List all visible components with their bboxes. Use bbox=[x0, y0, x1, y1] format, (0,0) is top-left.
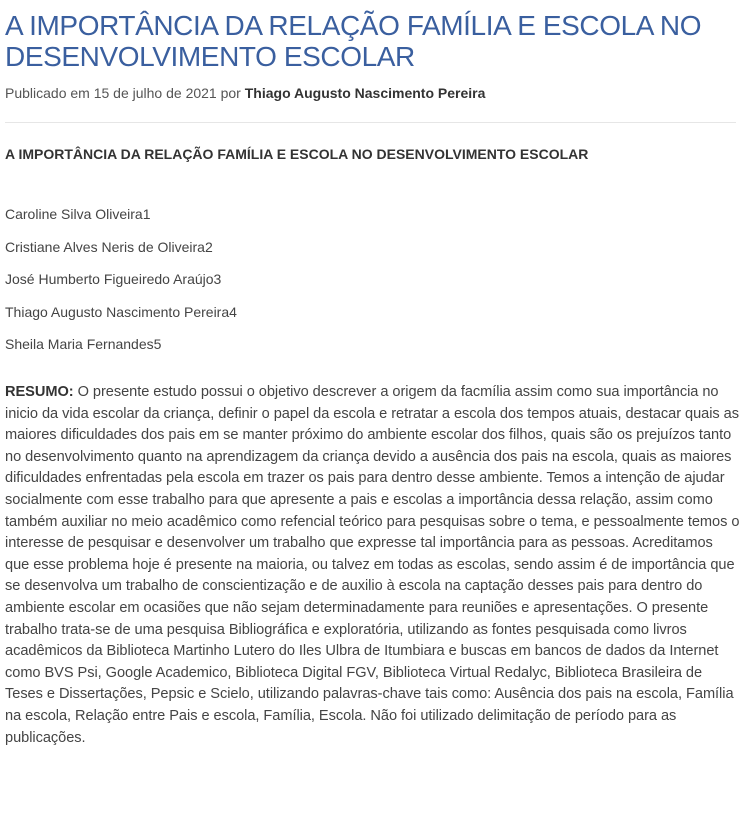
author-name: Sheila Maria Fernandes5 bbox=[5, 336, 162, 352]
published-date-text: Publicado em 15 de julho de 2021 por bbox=[5, 85, 241, 101]
post-title[interactable]: A IMPORTÂNCIA DA RELAÇÃO FAMÍLIA E ESCOLA NO DESENVOLVIMENTO ESCOLAR bbox=[5, 10, 702, 72]
author-name: Caroline Silva Oliveira1 bbox=[5, 206, 151, 222]
post-byline bbox=[5, 84, 736, 102]
author-name: José Humberto Figueiredo Araújo3 bbox=[5, 271, 222, 287]
author-link[interactable]: Thiago Augusto Nascimento Pereira bbox=[244, 85, 486, 101]
author-name: Thiago Augusto Nascimento Pereira4 bbox=[5, 303, 237, 320]
author-list bbox=[5, 205, 736, 353]
header-divider bbox=[5, 122, 736, 123]
author-name: Cristiane Alves Neris de Oliveira2 bbox=[5, 238, 213, 255]
abstract-text: O presente estudo possui o objetivo descrever a origem da facmília assim como sua importância no inicio da vida escolar da criança, definir o papel da escola e retratar a escola dos tempos atuais, destacar quais as maiores dificuldades dos pais em se manter próximo do ambiente escolar dos filhos, quais são os prejuízos tanto no desenvolvimento quanto na aprendizagem da criança devido a ausência dos pais na escola, quais as maiores dificuldades enfrentadas pela escola em trazer os pais para dentro desse ambiente. Temos a intenção de ajudar socialmente com esse trabalho para que apresente a pais e escolas a importância dessa relação, assim como também auxiliar no meio acadêmico como refencial teórico para pesquisas sobre o tema, e pessoalmente temos o interesse de pesquisar e desenvolver um trabalho que expresse tal importância para as pessoas. Acreditamos que esse problema hoje é presente na maioria, ou talvez em todas as escolas, sendo assim é de importância que se desenvolva um trabalho de conscientização e de auxilio à escola na captação desses pais para dentro do ambiente escolar em ocasiões que não sejam determinadamente para reuniões e apresentações. O presente trabalho trata-se de uma pesquisa Bibliográfica e exploratória, utilizando as fontes pesquisada como livros acadêmicos da Biblioteca Martinho Lutero do Iles Ulbra de Itumbiara e buscas em bancos de dados da Internet como BVS Psi, Google Academico, Biblioteca Digital FGV, Biblioteca Virtual Redalyc, Biblioteca Brasileira de Teses e Dissertações, Pepsic e Scielo, utilizando palavras-chave tais como: Ausência dos pais na escola, Família na escola, Relação entre Pais e escola, Família, Escola. Não foi utilizado delimitação de período para as publicações. bbox=[5, 384, 740, 746]
article-heading: A IMPORTÂNCIA DA RELAÇÃO FAMÍLIA E ESCOLA NO DESENVOLVIMENTO ESCOLAR bbox=[5, 146, 589, 162]
abstract-label: RESUMO: bbox=[5, 384, 74, 400]
abstract-paragraph bbox=[5, 382, 740, 749]
